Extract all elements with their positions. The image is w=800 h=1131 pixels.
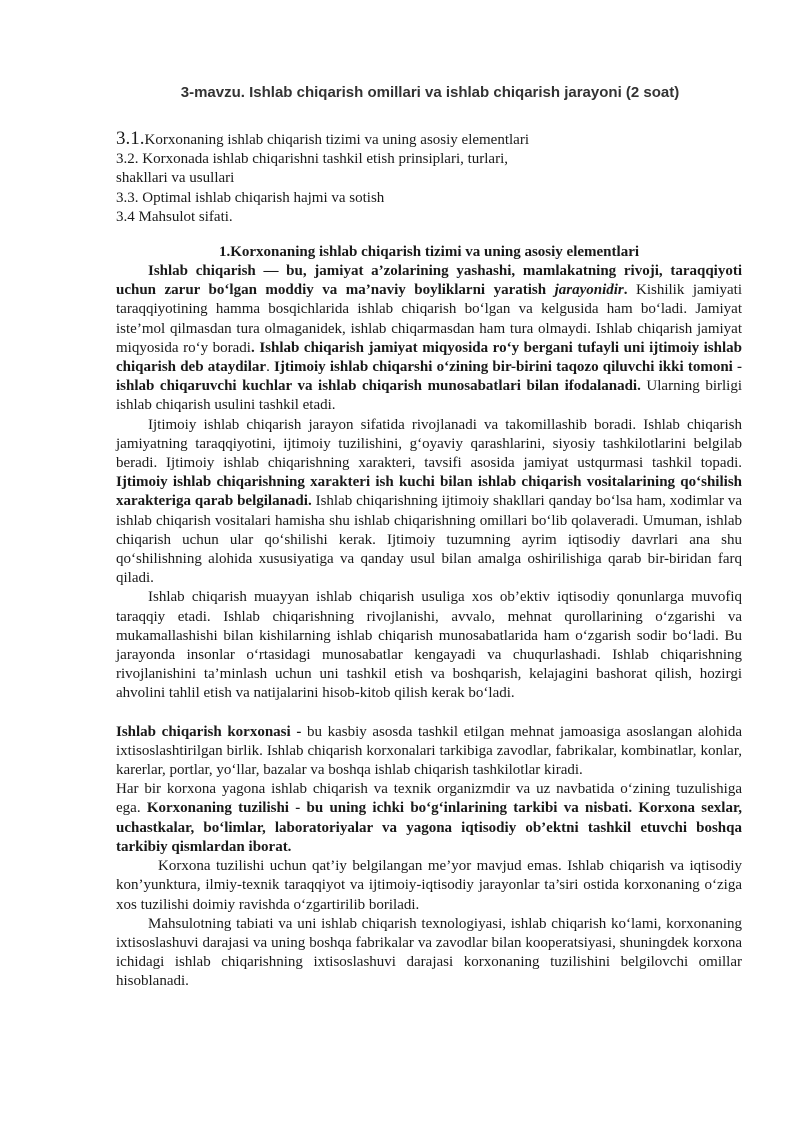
p1-bold-2: . Ishlab chiqarish jamiyat miqyosida ro‘y bergani tufayli uni ijtimoiy ishlab chiqarish deb ataydilar [116,339,743,376]
section-heading: 1.Korxonaning ishlab chiqarish tizimi va uning asosiy elementlari [218,244,640,260]
p1-bold-3: Ijtimoiy ishlab chiqarshi o‘zining bir-birini taqozo qiluvchi ikki tomoni - ishlab chiqaruvchi kuchlar va ishlab chiqarish munosabatlari bilan ifodalanadi. [116,359,743,395]
paragraph-6: Korxona tuzilishi uchun qat’iy belgilangan me’yor mavjud emas. Ishlab chiqarish va iqtisodiy kon’yunktura, ilmiy-texnik taraqqiyot va ijtimoiy-iqtisodiy jarayonlar ta’siri ostida korxonaning o‘ziga xos tuzilishi doimiy ravishda o‘zgartirilib boriladi. [116,858,742,913]
paragraph-2 [116,416,742,589]
p1-italic-1: jarayonidir [554,282,624,299]
toc-item-4: 3.4 Mahsulot sifati. [116,208,233,225]
toc-item-1-number: 3.1. [116,128,145,149]
paragraph-7: Mahsulotning tabiati va uni ishlab chiqarish texnologiyasi, ishlab chiqarish ko‘lami, korxonaning ixtisoslashuvi darajasi va uning boshqa fabrikalar va zavodlar bilan kooperatsiyasi, shuningdek korxona ichidagi ishlab chiqarishning ixtisoslashuvi darajasi korxonaning tuzilishini belgilovchi omillar hisoblanadi. [116,915,742,990]
paragraph-gap [116,704,742,723]
p2-bold-1: Ijtimoiy ishlab chiqarishning xarakteri ish kuchi bilan ishlab chiqarish vositalarining qo‘shilish xarakteriga qarab belgilanadi. [116,474,742,510]
page-title: 3-mavzu. Ishlab chiqarish omillari va ishlab chiqarish jarayoni (2 soat) [180,84,680,101]
p5-text-1: Har bir korxona yagona ishlab chiqarish va texnik organizmdir va uz navbatida o‘zining tuzulishiga ega. [116,781,742,817]
p1-text-2: . [266,359,274,376]
paragraph-4 [116,723,742,781]
paragraph-3: Ishlab chiqarish muayyan ishlab chiqarish usuliga xos ob’ektiv iqtisodiy qonunlarga muvofiq taraqqiy etadi. Ishlab chiqarishning rivojlanishi, avvalo, mehnat qurollarining o‘zgarishi va mukamallashishi bilan kishilarning ishlab chiqarish munosabatlarida ham o‘zgarish sodir bo‘ladi. Bu jarayonda insonlar o‘rtasidagi munosabatlar kengayadi va chuqurlashadi. Ishlab chiqarishning rivojlanishini ta’minlash uchun uni tashkil etish va boshqarish, kelajagini bashorat qilish, hozirgi ahvolini tahlil etish va natijalarini hisob-kitob qilish kerak bo‘ladi. [116,589,742,702]
toc-item-1-text: Korxonaning ishlab chiqarish tizimi va uning asosiy elementlari [144,132,529,148]
paragraph-1 [116,262,742,416]
toc-item-1 [116,129,756,150]
toc-item-2-line-2: shakllari va usullari [116,170,235,187]
toc-item-3: 3.3. Optimal ishlab chiqarish hajmi va sotish [116,189,385,206]
document-body [116,262,742,992]
p2-text-1: Ijtimoiy ishlab chiqarish jarayon sifatida rivojlanadi va takomillashib boradi. Ishlab chiqarish jamiyatning taraqqiyotini, ijtimoiy tuzilishini, g‘oyaviy qarashlarini, siyosiy tashkilotlarini belgilab beradi. Ijtimoiy ishlab chiqarishning xarakteri, tavsifi asosida jamiyat ustqurmasi tashkil topadi. [116,416,742,472]
p4-bold-1: Ishlab chiqarish korxonasi - [116,723,302,740]
p1-bold-1: Ishlab chiqarish — bu, jamiyat a’zolarining yashashi, mamlakatning rivoji, taraqqiyoti uchun zarur bo‘lgan moddiy va ma’naviy boyliklarni yaratish [116,263,742,299]
p2-text-2: Ishlab chiqarishning ijtimoiy shakllari qanday bo‘lsa ham, xodimlar va ishlab chiqarish vositalari hamisha shu ishlab chiqarishning omillari bo‘lib qolaveradi. Umuman, ishlab chiqarish uchun ular qo‘shilishi kerak. Ijtimoiy tuzumning ayrim iqtisodiy davrlari ana shu qo‘shilishning alohida xususiyatiga va qanday usul bilan amalga oshirilishiga qarab bir-biridan farq qiladi. [116,493,742,587]
p1-text-1: Kishilik jamiyati taraqqiyotining hamma bosqichlarida ishlab chiqarish bo‘lgan va kelgusida ham bo‘ladi. Jamiyat iste’mol qilmasdan tura olmaganidek, ishlab chiqarmasdan ham tura olmaydi. Ishlab chiqarish jamiyat miqyosida ro‘y boradi [116,282,742,356]
p1-text-3: Ularning birligi ishlab chiqarish usulini tashkil etadi. [116,378,742,414]
toc-item-2-line-1: 3.2. Korxonada ishlab chiqarishni tashkil etish prinsiplari, turlari, [116,151,509,168]
p1-bold-1-end: . [623,282,628,299]
table-of-contents [116,129,756,227]
p5-bold-1: Korxonaning tuzilishi - bu uning ichki bo‘g‘inlarining tarkibi va nisbati. Korxona sexlar, uchastkalar, bo‘limlar, laboratoriyalar va yagona iqtisodiy ob’ektni tashkil etuvchi boshqa tarkibiy qismlardan iborat. [116,800,742,855]
paragraph-5 [116,780,742,857]
p4-text-1: bu kasbiy asosda tashkil etilgan mehnat jamoasiga asoslangan alohida ixtisoslashtirilgan birlik. Ishlab chiqarish korxonalari tarkibiga zavodlar, fabrikalar, kombinatlar, konlar, karerlar, portlar, yo‘llar, bazalar va boshqa ishlab chiqarish tashkilotlar kiradi. [116,723,742,779]
